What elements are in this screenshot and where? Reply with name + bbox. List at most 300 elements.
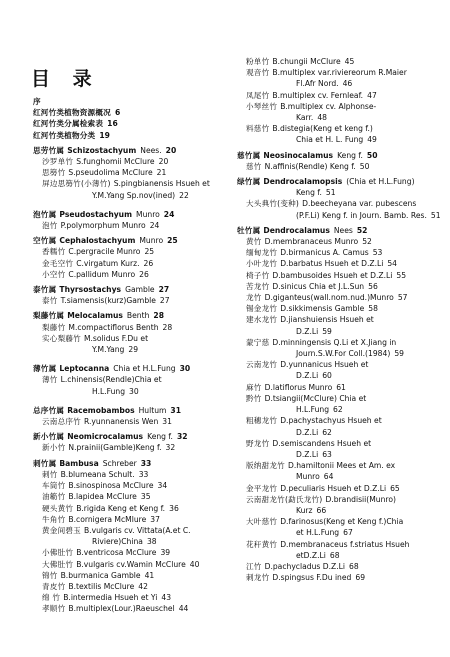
- genus-latin-name: Dendrocalamus: [263, 225, 330, 235]
- toc-entry: [237, 337, 447, 348]
- entry-page-number: 35: [140, 492, 151, 502]
- entry-latin-name: D.latiflorus Munro: [264, 382, 333, 392]
- entry-page-number: 50: [366, 150, 378, 160]
- genus-authority: Nees: [333, 225, 353, 235]
- genus-latin-name: Thyrsostachys: [59, 285, 122, 295]
- entry-chinese-name: 蒙宁慈: [246, 337, 270, 347]
- entry-page-number: 67: [343, 528, 353, 538]
- toc-entry: [33, 547, 228, 558]
- entry-page-number: 27: [159, 296, 170, 306]
- toc-section-entry: [33, 118, 228, 129]
- entry-latin-name: [67, 406, 166, 415]
- entry-chinese-name: 油簕竹: [42, 492, 66, 502]
- entry-latin-name: [263, 151, 363, 160]
- spacer: [33, 397, 228, 401]
- entry-latin-name: B.multiplex(Lour.)Raeuschel: [68, 604, 175, 614]
- entry-latin-name: B.intermedia Hsueh et Yi: [63, 593, 158, 603]
- entry-page-number: 69: [355, 573, 366, 583]
- entry-page-number: 43: [161, 593, 172, 603]
- entry-page-number: 55: [396, 270, 407, 280]
- entry-chinese-name: 牡竹属: [237, 225, 261, 235]
- entry-latin-name: D.Z.Li: [296, 427, 319, 437]
- entry-latin-name: H.L.Fung: [92, 386, 126, 396]
- toc-entry: [33, 178, 228, 189]
- entry-latin-name: D.Z.Li: [296, 371, 319, 381]
- entry-latin-name: Riviere)China: [92, 537, 143, 547]
- entry-chinese-name: 锡金龙竹: [246, 304, 278, 314]
- entry-chinese-name: 黄竹: [246, 237, 262, 247]
- entry-page-number: 40: [189, 559, 200, 569]
- genus-authority: Gamble: [125, 285, 155, 295]
- entry-latin-name: B.vulgaris cv.Wamin McClure: [76, 559, 186, 569]
- entry-latin-name: [67, 432, 173, 441]
- entry-latin-name: N.prainii(Gamble)Keng f.: [68, 443, 162, 453]
- entry-latin-name: D.bambusoides Hsueh et D.Z.Li: [272, 270, 393, 280]
- toc-entry: [237, 67, 447, 78]
- entry-page-number: 41: [144, 570, 155, 580]
- toc-entry: [237, 303, 447, 314]
- toc-entry: [33, 344, 228, 355]
- entry-page-number: 26: [139, 269, 149, 279]
- entry-chinese-name: 绵 竹: [42, 593, 61, 603]
- entry-chinese-name: 序: [33, 97, 41, 106]
- entry-latin-name: B.ventricosa McClure: [76, 548, 157, 558]
- genus-authority: Benth: [126, 311, 150, 321]
- entry-latin-name: (P.F.Li) Keng f. in Journ. Bamb. Res.: [296, 210, 427, 220]
- toc-entry: [237, 112, 447, 123]
- entry-latin-name: Chia et H. L. Fung: [296, 135, 364, 145]
- entry-chinese-name: 硬头黄竹: [42, 503, 74, 513]
- toc-section-entry: [33, 96, 228, 107]
- toc-entry: [33, 156, 228, 167]
- toc-genus-entry: [33, 235, 228, 246]
- entry-chinese-name: 绿竹属: [237, 177, 261, 187]
- toc-entry: [237, 471, 447, 482]
- entry-page-number: 6: [114, 108, 121, 118]
- entry-chinese-name: 粗穗龙竹: [246, 416, 278, 426]
- entry-latin-name: D.Z.Li: [296, 326, 319, 336]
- entry-latin-name: B.burmanica Gamble: [60, 570, 141, 580]
- entry-chinese-name: 泰竹: [42, 296, 58, 306]
- entry-latin-name: [59, 210, 159, 219]
- toc-genus-entry: [33, 431, 228, 442]
- entry-chinese-name: 车筒竹: [42, 481, 66, 491]
- entry-latin-name: S.pseudolima McClure: [68, 168, 153, 178]
- genus-authority: Schreber: [102, 458, 137, 468]
- entry-page-number: 31: [162, 417, 172, 427]
- entry-page-number: 53: [372, 248, 383, 258]
- entry-latin-name: Journ.S.W.For Coll.(1984): [296, 349, 391, 359]
- genus-authority: Munro: [136, 209, 160, 219]
- entry-chinese-name: 思劳竹属: [33, 145, 65, 155]
- entry-latin-name: L.chinensis(Rendle)Chia et: [60, 375, 162, 385]
- toc-entry: [33, 416, 228, 427]
- toc-entry: [237, 198, 447, 209]
- genus-latin-name: Cephalostachyum: [59, 236, 136, 246]
- entry-chinese-name: 薄竹属: [33, 364, 57, 374]
- entry-chinese-name: 黄金间碧玉: [42, 525, 81, 535]
- entry-latin-name: D.peculiaris Hsueh et D.Z.Li: [280, 483, 387, 493]
- entry-chinese-name: 新小竹: [42, 443, 66, 453]
- entry-latin-name: D.beecheyana var. pubescens: [302, 199, 417, 209]
- entry-latin-name: T.siamensis(kurz)Gamble: [60, 296, 156, 306]
- entry-latin-name: D.membranaceus Munro: [264, 237, 359, 247]
- genus-latin-name: Leptocanna: [59, 364, 110, 374]
- entry-latin-name: B.multiplex cv. Alphonse-: [280, 101, 377, 111]
- genus-latin-name: Racemobambos: [67, 405, 135, 415]
- toc-genus-entry: [237, 225, 447, 236]
- entry-latin-name: B.distegia(Keng et keng f.): [272, 124, 373, 134]
- toc-entry: [237, 382, 447, 393]
- entry-chinese-name: 屏边思簩竹(小薄竹): [42, 179, 111, 189]
- entry-latin-name: B.multiplex cv. Fernleaf.: [272, 90, 364, 100]
- toc-entry: [33, 570, 228, 581]
- toc-entry: [237, 247, 447, 258]
- toc-entry: [33, 246, 228, 257]
- entry-latin-name: S.funghomii McClure: [76, 157, 155, 167]
- entry-page-number: 22: [179, 190, 189, 200]
- spacer: [33, 355, 228, 359]
- toc-entry: [237, 494, 447, 505]
- entry-latin-name: B.multiplex var.riviereorum R.Maier: [272, 68, 407, 78]
- genus-latin-name: Pseudostachyum: [59, 209, 133, 219]
- entry-chinese-name: 红河竹类分属检索表: [33, 119, 104, 129]
- entry-chinese-name: 红河竹类植物分类: [33, 130, 96, 140]
- entry-chinese-name: 料慈竹: [246, 124, 270, 134]
- entry-page-number: 29: [128, 345, 139, 355]
- toc-genus-entry: [33, 284, 228, 295]
- entry-latin-name: B.rigida Keng et Keng f.: [76, 503, 166, 513]
- toc-column-left: [33, 96, 228, 615]
- entry-page-number: 34: [157, 481, 168, 491]
- toc-entry: [237, 505, 447, 516]
- entry-page-number: 26: [143, 258, 154, 268]
- entry-page-number: 52: [362, 237, 372, 247]
- entry-page-number: 59: [322, 326, 332, 336]
- entry-latin-name: S.pingbianensis Hsueh et: [113, 179, 210, 189]
- toc-entry: [237, 134, 447, 145]
- entry-latin-name: H.L.Fung: [296, 405, 330, 415]
- entry-page-number: 27: [158, 285, 170, 295]
- entry-latin-name: C.pallidum Munro: [68, 269, 136, 279]
- entry-page-number: 20: [158, 157, 169, 167]
- genus-latin-name: Neosinocalamus: [263, 150, 334, 160]
- entry-latin-name: D.minningensis Q.Li et X.Jiang in: [272, 337, 397, 347]
- entry-page-number: 28: [153, 311, 164, 321]
- entry-latin-name: Y.M.Yang Sp.nov(ined): [92, 190, 176, 200]
- toc-genus-entry: [237, 176, 447, 187]
- genus-latin-name: Dendrocalamopsis: [263, 177, 343, 187]
- toc-entry: [33, 581, 228, 592]
- entry-chinese-name: 花秆黄竹: [246, 539, 278, 549]
- toc-genus-entry: [33, 405, 228, 416]
- entry-chinese-name: 粉单竹: [246, 57, 270, 66]
- entry-chinese-name: 小空竹: [42, 269, 66, 279]
- entry-latin-name: B.chungii McClure: [272, 57, 341, 66]
- toc-entry: [237, 56, 447, 67]
- toc-entry: [33, 503, 228, 514]
- entry-page-number: 52: [356, 225, 368, 235]
- entry-page-number: 45: [344, 57, 355, 66]
- toc-entry: [237, 427, 447, 438]
- entry-page-number: 32: [165, 443, 176, 453]
- toc-genus-entry: [237, 150, 447, 161]
- entry-chinese-name: 江竹: [246, 561, 262, 571]
- genus-authority: Munro: [139, 236, 164, 246]
- entry-chinese-name: 锦竹: [42, 570, 58, 580]
- entry-latin-name: N.affinis(Rendle) Keng f.: [264, 161, 356, 171]
- entry-latin-name: P.polymorphum Munro: [60, 221, 146, 231]
- entry-chinese-name: 小琴丝竹: [246, 101, 278, 111]
- entry-chinese-name: 云南龙竹: [246, 360, 278, 370]
- entry-latin-name: Y.M.Yang: [92, 345, 125, 355]
- entry-latin-name: D.Z.Li: [296, 449, 319, 459]
- toc-entry: [33, 559, 228, 570]
- entry-chinese-name: 实心梨藤竹: [42, 333, 81, 343]
- entry-chinese-name: 金平龙竹: [246, 483, 278, 493]
- toc-entry: [237, 348, 447, 359]
- entry-chinese-name: 大叶慈竹: [246, 517, 278, 527]
- genus-latin-name: Melocalamus: [67, 311, 123, 321]
- entry-latin-name: [263, 226, 352, 235]
- entry-latin-name: B.blumeana Schult.: [60, 469, 135, 479]
- entry-latin-name: D.yunnanicus Hsueh et: [280, 360, 369, 370]
- entry-page-number: 51: [325, 188, 336, 198]
- toc-entry: [33, 386, 228, 397]
- toc-entry: [237, 78, 447, 89]
- toc-entry: [237, 236, 447, 247]
- entry-latin-name: D.hamiltonii Mees et Am. ex: [287, 461, 396, 471]
- toc-entry: [33, 190, 228, 201]
- entry-page-number: 63: [322, 449, 332, 459]
- toc-entry: [33, 442, 228, 453]
- entry-chinese-name: 观音竹: [246, 68, 270, 78]
- entry-latin-name: D.membranaceus f.striatus Hsueh: [280, 539, 410, 549]
- entry-page-number: 46: [342, 79, 353, 89]
- entry-page-number: 50: [359, 161, 370, 171]
- entry-page-number: 20: [165, 145, 177, 155]
- toc-genus-entry: [33, 363, 228, 374]
- entry-page-number: 28: [162, 322, 173, 332]
- entry-page-number: 21: [156, 168, 167, 178]
- toc-entry: [33, 592, 228, 603]
- entry-latin-name: C.virgatum Kurz.: [76, 258, 140, 268]
- entry-chinese-name: 大头典竹(变种): [246, 199, 300, 209]
- toc-entry: [33, 525, 228, 536]
- toc-entry: [237, 460, 447, 471]
- entry-page-number: 24: [149, 221, 160, 231]
- toc-entry: [33, 469, 228, 480]
- entry-page-number: 68: [329, 550, 340, 560]
- entry-page-number: 61: [336, 382, 346, 392]
- toc-entry: [237, 550, 447, 561]
- toc-entry: [33, 258, 228, 269]
- toc-entry: [237, 258, 447, 269]
- entry-chinese-name: 红河竹类植物资源概况: [33, 108, 111, 118]
- entry-chinese-name: 龙竹: [246, 293, 262, 303]
- entry-latin-name: D.barbatus Hsueh et D.Z.Li: [280, 259, 384, 269]
- entry-page-number: 59: [394, 349, 404, 359]
- entry-chinese-name: 沙罗单竹: [42, 157, 74, 167]
- entry-latin-name: etD.Z.Li: [296, 550, 326, 560]
- entry-page-number: 25: [144, 247, 155, 257]
- entry-latin-name: D.spingsus F.Du ined: [272, 573, 352, 583]
- entry-chinese-name: 建水龙竹: [246, 315, 278, 325]
- toc-genus-entry: [33, 458, 228, 469]
- entry-page-number: 57: [397, 293, 408, 303]
- toc-entry: [237, 101, 447, 112]
- entry-latin-name: R.yunnanensis Wen: [83, 417, 159, 427]
- entry-page-number: 37: [150, 514, 160, 524]
- page-title: 目 录: [31, 68, 100, 90]
- toc-entry: [33, 480, 228, 491]
- entry-chinese-name: 泡竹: [42, 221, 58, 231]
- entry-latin-name: [59, 364, 175, 373]
- toc-entry: [237, 161, 447, 172]
- toc-entry: [237, 527, 447, 538]
- entry-page-number: 19: [99, 130, 110, 140]
- entry-chinese-name: 小叶龙竹: [246, 259, 278, 269]
- entry-latin-name: D.brandisii(Munro): [325, 494, 396, 504]
- toc-entry: [237, 561, 447, 572]
- entry-page-number: 25: [167, 236, 178, 246]
- entry-page-number: 48: [317, 113, 327, 123]
- entry-page-number: 24: [163, 209, 175, 219]
- entry-latin-name: Munro: [296, 472, 320, 482]
- entry-chinese-name: 椅子竹: [246, 270, 270, 280]
- toc-entry: [33, 269, 228, 280]
- entry-chinese-name: 凤尾竹: [246, 90, 270, 100]
- toc-entry: [237, 187, 447, 198]
- entry-latin-name: D.pachystachyus Hsueh et: [280, 416, 382, 426]
- toc-genus-entry: [33, 209, 228, 220]
- entry-chinese-name: 大佛肚竹: [42, 559, 74, 569]
- toc-entry: [237, 292, 447, 303]
- entry-chinese-name: 泡竹属: [33, 209, 57, 219]
- entry-page-number: 38: [146, 537, 157, 547]
- toc-entry: [33, 220, 228, 231]
- entry-chinese-name: 孝顺竹: [42, 604, 66, 614]
- entry-chinese-name: 黔竹: [246, 393, 262, 403]
- toc-section-entry: [33, 130, 228, 141]
- entry-page-number: 36: [169, 503, 179, 513]
- entry-chinese-name: 野龙竹: [246, 438, 270, 448]
- genus-authority: (Chia et H.L.Fung): [346, 177, 415, 187]
- genus-authority: Nees.: [140, 145, 162, 155]
- toc-entry: [237, 326, 447, 337]
- toc-entry: [237, 572, 447, 583]
- entry-chinese-name: 苦龙竹: [246, 281, 270, 291]
- entry-chinese-name: 慈竹属: [237, 150, 261, 160]
- toc-entry: [237, 281, 447, 292]
- entry-chinese-name: 缅甸龙竹: [246, 248, 278, 258]
- entry-latin-name: et H.L.Fung: [296, 528, 340, 538]
- entry-page-number: 47: [367, 90, 377, 100]
- entry-page-number: 31: [170, 405, 181, 415]
- entry-chinese-name: 泰竹属: [33, 285, 57, 295]
- toc-entry: [237, 404, 447, 415]
- genus-authority: Chia et H.L.Fung: [113, 364, 176, 374]
- entry-latin-name: D.pachycladus D.Z.Li: [264, 561, 345, 571]
- entry-latin-name: D.jianshuiensis Hsueh et: [280, 315, 374, 325]
- entry-page-number: 33: [140, 458, 152, 468]
- entry-chinese-name: 云南甜龙竹(勐氏龙竹): [246, 494, 323, 504]
- toc-genus-entry: [33, 145, 228, 156]
- entry-page-number: 39: [160, 548, 171, 558]
- entry-chinese-name: 青皮竹: [42, 581, 66, 591]
- entry-latin-name: [59, 285, 154, 294]
- entry-page-number: 58: [368, 304, 378, 314]
- entry-latin-name: D.farinosus(Keng et Keng f.)Chia: [280, 517, 404, 527]
- entry-latin-name: Kurz: [296, 505, 313, 515]
- entry-latin-name: Fl.Afr Nord.: [296, 79, 339, 89]
- entry-page-number: 62: [322, 427, 332, 437]
- spacer: [33, 201, 228, 205]
- entry-latin-name: D.birmanicus A. Camus: [280, 248, 369, 258]
- entry-page-number: 54: [387, 259, 398, 269]
- genus-latin-name: Bambusa: [59, 458, 99, 468]
- entry-latin-name: Keng f.: [296, 188, 322, 198]
- entry-chinese-name: 新小竹属: [33, 432, 65, 442]
- entry-chinese-name: 麻竹: [246, 382, 262, 392]
- entry-latin-name: B.lapidea McClure: [68, 492, 137, 502]
- toc-entry: [33, 333, 228, 344]
- toc-entry: [237, 516, 447, 527]
- entry-latin-name: C.pergracile Munro: [68, 247, 141, 257]
- entry-latin-name: M.compactiflorus Benth: [68, 322, 159, 332]
- entry-latin-name: D.sinicus Chia et J.L.Sun: [272, 281, 365, 291]
- genus-authority: Keng f.: [337, 150, 363, 160]
- toc-column-right: [237, 56, 447, 583]
- entry-chinese-name: 刺龙竹: [246, 573, 270, 583]
- toc-entry: [33, 322, 228, 333]
- toc-entry: [237, 415, 447, 426]
- entry-page-number: 64: [323, 472, 334, 482]
- entry-page-number: 56: [368, 281, 378, 291]
- entry-page-number: 30: [129, 386, 139, 396]
- entry-chinese-name: 云南总序竹: [42, 417, 81, 427]
- genus-authority: Keng f.: [147, 432, 173, 442]
- entry-page-number: 42: [138, 581, 148, 591]
- entry-page-number: 32: [176, 432, 188, 442]
- entry-latin-name: Karr.: [296, 113, 314, 123]
- entry-page-number: 65: [390, 483, 400, 493]
- entry-latin-name: D.semiscandens Hsueh et: [272, 438, 372, 448]
- toc-entry: [33, 374, 228, 385]
- toc-genus-entry: [33, 310, 228, 321]
- toc-entry: [33, 167, 228, 178]
- toc-entry: [237, 483, 447, 494]
- entry-latin-name: [263, 177, 414, 186]
- toc-section-entry: [33, 107, 228, 118]
- entry-chinese-name: 小佛肚竹: [42, 548, 74, 558]
- entry-latin-name: [67, 311, 149, 320]
- toc-entry: [237, 449, 447, 460]
- toc-entry: [237, 123, 447, 134]
- entry-page-number: 51: [430, 210, 441, 220]
- toc-entry: [237, 90, 447, 101]
- entry-chinese-name: 版纳甜龙竹: [246, 461, 285, 471]
- toc-entry: [237, 438, 447, 449]
- genus-latin-name: Schizostachyum: [67, 145, 137, 155]
- entry-latin-name: M.solidus F.Du et: [83, 333, 149, 343]
- entry-chinese-name: 空竹属: [33, 236, 57, 246]
- entry-latin-name: B.vulgaris cv. Vittata(A.et C.: [83, 525, 191, 535]
- toc-entry: [33, 491, 228, 502]
- toc-entry: [33, 514, 228, 525]
- toc-entry: [237, 314, 447, 325]
- entry-latin-name: B.cornigera McMlure: [68, 514, 147, 524]
